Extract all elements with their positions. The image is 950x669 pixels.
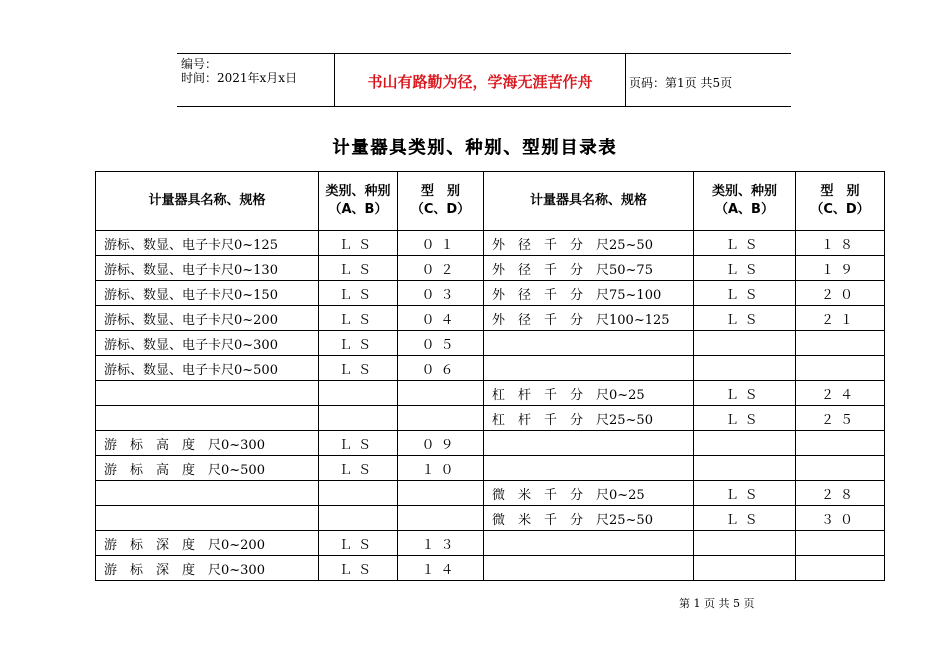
cell-left-name: 游 标 高 度 尺0~300 (96, 431, 319, 456)
table-row (96, 331, 885, 356)
cell-right-category: ＬＳ (694, 231, 796, 256)
table-row (96, 431, 885, 456)
cell-right-type (796, 456, 885, 481)
cell-left-category: ＬＳ (319, 431, 398, 456)
cell-right-category: ＬＳ (694, 406, 796, 431)
cell-left-name (96, 406, 319, 431)
cell-right-type: １９ (796, 256, 885, 281)
document-title: 计量器具类别、种别、型别目录表 (332, 138, 618, 158)
table-row (96, 381, 885, 406)
table-row (96, 481, 885, 506)
cell-right-category (694, 556, 796, 581)
cell-right-category: ＬＳ (694, 306, 796, 331)
cell-left-type (398, 506, 484, 531)
cell-right-name (484, 431, 694, 456)
cell-left-name: 游 标 高 度 尺0~500 (96, 456, 319, 481)
cell-left-type: １０ (398, 456, 484, 481)
page-footer: 第 1 页 共 5 页 (679, 597, 755, 610)
cell-right-name: 杠 杆 千 分 尺25~50 (484, 406, 694, 431)
header-type-line1: 型 别 (820, 184, 860, 199)
cell-left-type: １４ (398, 556, 484, 581)
cell-right-name: 外 径 千 分 尺25~50 (484, 231, 694, 256)
cell-left-category (319, 481, 398, 506)
header-meta (177, 54, 334, 106)
cell-left-name: 游标、数显、电子卡尺0~300 (96, 331, 319, 356)
cell-right-category: ＬＳ (694, 281, 796, 306)
cell-right-type: ２５ (796, 406, 885, 431)
header-motto-cell (334, 54, 626, 106)
cell-left-name: 游标、数显、电子卡尺0~130 (96, 256, 319, 281)
table-row (96, 531, 885, 556)
cell-left-type (398, 481, 484, 506)
cell-left-type: ０３ (398, 281, 484, 306)
cell-left-category: ＬＳ (319, 556, 398, 581)
cell-right-type (796, 531, 885, 556)
cell-left-type: ０４ (398, 306, 484, 331)
header-type-line2: （C、D） (810, 202, 870, 217)
cell-right-category (694, 431, 796, 456)
cell-right-type: ３０ (796, 506, 885, 531)
table-row (96, 281, 885, 306)
cell-left-name: 游标、数显、电子卡尺0~125 (96, 231, 319, 256)
cell-left-type: ０１ (398, 231, 484, 256)
table-row (96, 356, 885, 381)
cell-right-type: ２１ (796, 306, 885, 331)
page-info: 页码：第1页 共5页 (629, 76, 733, 90)
cell-left-category (319, 506, 398, 531)
table-row (96, 456, 885, 481)
cell-left-name: 游标、数显、电子卡尺0~500 (96, 356, 319, 381)
cell-right-type: ２０ (796, 281, 885, 306)
cell-right-type: １８ (796, 231, 885, 256)
cell-left-type: ０５ (398, 331, 484, 356)
cell-right-name: 杠 杆 千 分 尺0~25 (484, 381, 694, 406)
cell-right-name (484, 456, 694, 481)
motto-text: 书山有路勤为径，学海无涯苦作舟 (367, 73, 593, 91)
cell-right-name (484, 531, 694, 556)
cell-left-type: ０６ (398, 356, 484, 381)
header-category-line2: （A、B） (715, 202, 774, 217)
table-row (96, 556, 885, 581)
header-category-right (694, 172, 796, 231)
header-category (319, 172, 398, 231)
cell-left-type: ０９ (398, 431, 484, 456)
cell-right-category (694, 331, 796, 356)
cell-right-name (484, 356, 694, 381)
cell-right-category: ＬＳ (694, 481, 796, 506)
header-category-line1: 类别、种别 (711, 184, 777, 199)
number-label: 编号： (181, 57, 218, 71)
table-row (96, 406, 885, 431)
cell-right-type (796, 556, 885, 581)
cell-right-type: ２４ (796, 381, 885, 406)
cell-right-category (694, 456, 796, 481)
header-name: 计量器具名称、规格 (96, 172, 319, 231)
cell-left-category: ＬＳ (319, 256, 398, 281)
cell-right-name (484, 331, 694, 356)
cell-left-category: ＬＳ (319, 306, 398, 331)
cell-left-name (96, 381, 319, 406)
cell-left-category: ＬＳ (319, 456, 398, 481)
table-row (96, 256, 885, 281)
cell-left-name: 游标、数显、电子卡尺0~200 (96, 306, 319, 331)
instrument-table (95, 171, 885, 581)
cell-right-name: 微 米 千 分 尺0~25 (484, 481, 694, 506)
time-label: 时间：2021年x月x日 (181, 71, 298, 85)
header-type-line2: （C、D） (410, 202, 471, 217)
header-type-line1: 型 别 (420, 184, 460, 199)
cell-left-category: ＬＳ (319, 281, 398, 306)
cell-left-category: ＬＳ (319, 231, 398, 256)
cell-left-category: ＬＳ (319, 356, 398, 381)
header-category-line1: 类别、种别 (325, 184, 391, 199)
header-type-right (796, 172, 885, 231)
cell-right-type (796, 356, 885, 381)
cell-right-category (694, 356, 796, 381)
cell-right-category (694, 531, 796, 556)
cell-left-category (319, 406, 398, 431)
cell-right-category: ＬＳ (694, 381, 796, 406)
cell-right-type (796, 431, 885, 456)
cell-right-type (796, 331, 885, 356)
cell-left-category (319, 381, 398, 406)
header-type (398, 172, 484, 231)
table-row (96, 506, 885, 531)
cell-left-type (398, 381, 484, 406)
cell-left-category: ＬＳ (319, 531, 398, 556)
header-name-right: 计量器具名称、规格 (484, 172, 694, 231)
cell-left-name: 游 标 深 度 尺0~300 (96, 556, 319, 581)
instrument-table-body (96, 172, 885, 581)
cell-right-name (484, 556, 694, 581)
cell-left-category: ＬＳ (319, 331, 398, 356)
cell-left-name (96, 481, 319, 506)
cell-right-name: 外 径 千 分 尺75~100 (484, 281, 694, 306)
cell-left-name: 游标、数显、电子卡尺0~150 (96, 281, 319, 306)
cell-left-name: 游 标 深 度 尺0~200 (96, 531, 319, 556)
cell-right-name: 外 径 千 分 尺100~125 (484, 306, 694, 331)
cell-right-category: ＬＳ (694, 256, 796, 281)
cell-right-type: ２８ (796, 481, 885, 506)
cell-right-name: 外 径 千 分 尺50~75 (484, 256, 694, 281)
table-row (96, 306, 885, 331)
cell-right-category: ＬＳ (694, 506, 796, 531)
cell-left-type: １３ (398, 531, 484, 556)
cell-left-type (398, 406, 484, 431)
page-header (177, 53, 791, 107)
cell-left-type: ０２ (398, 256, 484, 281)
header-category-line2: （A、B） (328, 202, 388, 217)
table-row (96, 231, 885, 256)
cell-right-name: 微 米 千 分 尺25~50 (484, 506, 694, 531)
table-header-row (96, 172, 885, 231)
cell-left-name (96, 506, 319, 531)
